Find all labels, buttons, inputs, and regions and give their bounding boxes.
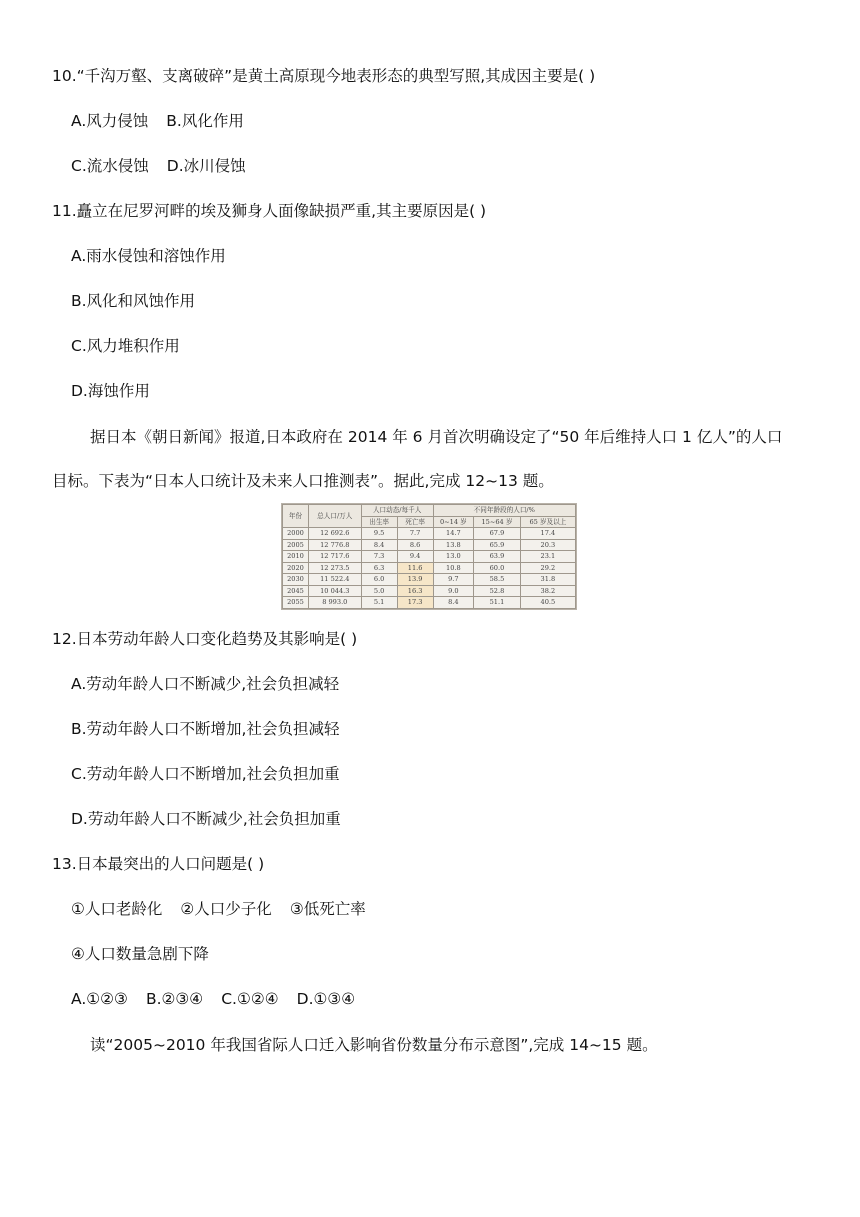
table-cell: 6.0 [361,574,397,586]
option-c[interactable]: C.劳动年龄人口不断增加,社会负担加重 [71,765,340,783]
table-row [283,597,576,609]
table-cell: 11 522.4 [308,574,361,586]
option-a[interactable]: A.①②③ [71,990,128,1008]
table-cell: 8.4 [433,597,474,609]
table-cell: 9.4 [397,551,433,563]
table-cell: 11.6 [397,562,433,574]
option-b[interactable]: B.②③④ [145,990,204,1008]
header-dynamics: 人口动态/每千人 [361,505,433,517]
table-row [283,562,576,574]
header-death: 死亡率 [397,516,433,528]
table-cell: 40.5 [520,597,575,609]
table-cell: 8 993.0 [308,597,361,609]
table-row [283,585,576,597]
table-cell: 20.3 [520,539,575,551]
item-1: ①人口老龄化 [71,900,163,918]
table-cell: 13.0 [433,551,474,563]
header-birth: 出生率 [361,516,397,528]
table-cell: 8.6 [397,539,433,551]
question-12-stem: 12.日本劳动年龄人口变化趋势及其影响是( ) [52,630,358,648]
table-cell: 10 044.3 [308,585,361,597]
table-cell: 9.7 [433,574,474,586]
table-cell: 10.8 [433,562,474,574]
population-table-image [281,503,577,610]
item-2: ②人口少子化 [180,900,272,918]
table-cell: 12 776.8 [308,539,361,551]
option-d[interactable]: D.冰川侵蚀 [166,157,246,175]
header-year: 年份 [283,505,309,528]
option-c[interactable]: C.风力堆积作用 [71,337,180,355]
table-cell: 7.3 [361,551,397,563]
table-cell: 16.3 [397,585,433,597]
option-b[interactable]: B.劳动年龄人口不断增加,社会负担减轻 [71,720,340,738]
table-cell: 5.0 [361,585,397,597]
table-cell: 17.3 [397,597,433,609]
header-total: 总人口/万人 [308,505,361,528]
table-cell: 65.9 [474,539,521,551]
table-cell: 67.9 [474,528,521,540]
table-row [283,574,576,586]
table-cell: 8.4 [361,539,397,551]
item-4: ④人口数量急剧下降 [71,945,209,963]
table-cell: 51.1 [474,597,521,609]
table-cell: 31.8 [520,574,575,586]
table-cell: 63.9 [474,551,521,563]
table-cell: 60.0 [474,562,521,574]
option-a[interactable]: A.风力侵蚀 [71,112,149,130]
option-b[interactable]: B.风化作用 [166,112,244,130]
table-cell: 6.3 [361,562,397,574]
table-cell: 14.7 [433,528,474,540]
question-13-items-row-1 [71,899,366,919]
table-cell: 38.2 [520,585,575,597]
table-cell: 2045 [283,585,309,597]
table-cell: 2020 [283,562,309,574]
intro-paragraph-line-2: 目标。下表为“日本人口统计及未来人口推测表”。据此,完成 12~13 题。 [52,472,554,490]
table-cell: 2030 [283,574,309,586]
option-c[interactable]: C.①②④ [221,990,279,1008]
table-cell: 2000 [283,528,309,540]
table-cell: 52.8 [474,585,521,597]
question-13-stem: 13.日本最突出的人口问题是( ) [52,855,265,873]
option-b[interactable]: B.风化和风蚀作用 [71,292,196,310]
table-cell: 23.1 [520,551,575,563]
table-cell: 2055 [283,597,309,609]
option-d[interactable]: D.①③④ [296,990,356,1008]
option-c[interactable]: C.流水侵蚀 [71,157,149,175]
table-cell: 7.7 [397,528,433,540]
table-cell: 12 273.5 [308,562,361,574]
table-cell: 17.4 [520,528,575,540]
intro-14-15: 读“2005~2010 年我国省际人口迁入影响省份数量分布示意图”,完成 14~15 题。 [90,1036,658,1054]
population-table [282,504,576,609]
header-age-65: 65 岁及以上 [520,516,575,528]
option-d[interactable]: D.劳动年龄人口不断减少,社会负担加重 [71,810,341,828]
question-10-options-cd [71,156,246,176]
header-age-group: 不同年龄段的人口/% [433,505,575,517]
option-a[interactable]: A.雨水侵蚀和溶蚀作用 [71,247,226,265]
question-13-options [71,989,355,1009]
option-a[interactable]: A.劳动年龄人口不断减少,社会负担减轻 [71,675,340,693]
question-10-options-ab [71,111,244,131]
intro-paragraph-line-1: 据日本《朝日新闻》报道,日本政府在 2014 年 6 月首次明确设定了“50 年后维持人口 1 亿人”的人口 [90,428,783,446]
header-age-15-64: 15~64 岁 [474,516,521,528]
table-row [283,528,576,540]
option-d[interactable]: D.海蚀作用 [71,382,150,400]
table-cell: 12 717.6 [308,551,361,563]
table-row [283,551,576,563]
table-cell: 13.8 [433,539,474,551]
table-cell: 9.5 [361,528,397,540]
table-cell: 12 692.6 [308,528,361,540]
table-row [283,539,576,551]
table-cell: 5.1 [361,597,397,609]
question-10-stem: 10.“千沟万壑、支离破碎”是黄土高原现今地表形态的典型写照,其成因主要是( ) [52,67,596,85]
header-age-0-14: 0~14 岁 [433,516,474,528]
table-cell: 58.5 [474,574,521,586]
question-11-stem: 11.矗立在尼罗河畔的埃及狮身人面像缺损严重,其主要原因是( ) [52,202,487,220]
table-cell: 29.2 [520,562,575,574]
table-cell: 9.0 [433,585,474,597]
table-cell: 13.9 [397,574,433,586]
item-3: ③低死亡率 [289,900,366,918]
table-cell: 2010 [283,551,309,563]
table-cell: 2005 [283,539,309,551]
